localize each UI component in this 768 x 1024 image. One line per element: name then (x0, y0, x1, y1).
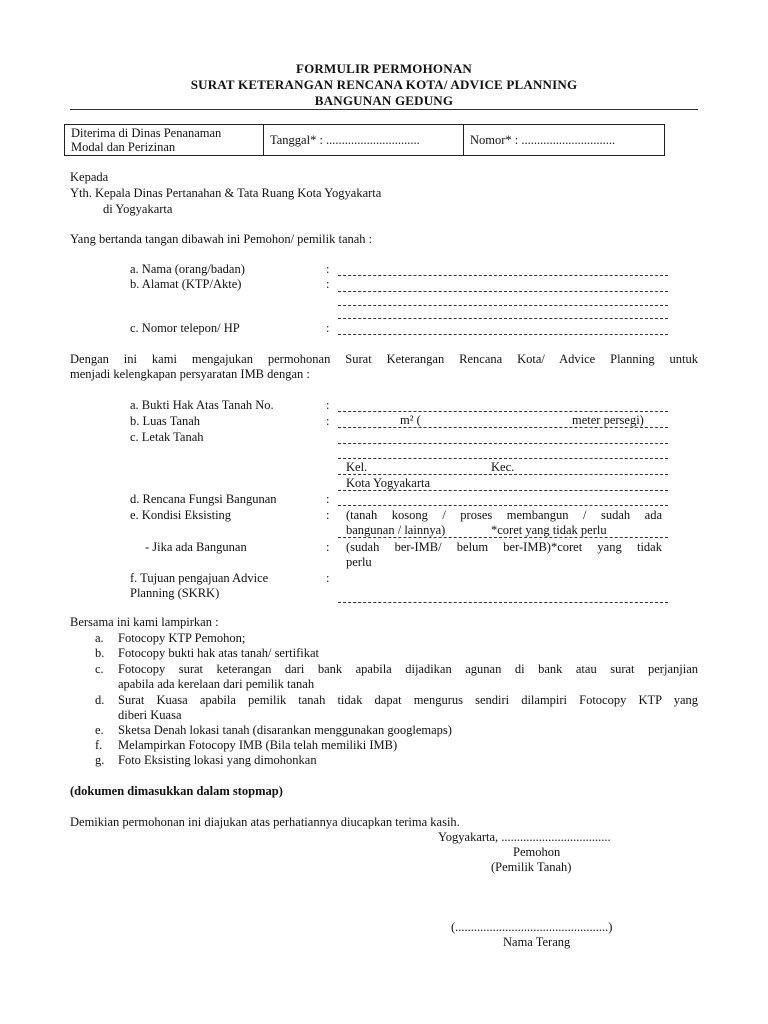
city-value: Kota Yogyakarta (346, 476, 431, 490)
kelurahan-label: Kel. (346, 460, 368, 474)
attachment-item: Fotocopy surat keterangan dari bank apabila dijadikan agunan di bank atau surat perjanjian (118, 662, 698, 676)
attachment-item: Surat Kuasa apabila pemilik tanah tidak dapat mengurus sendiri dilampiri Fotocopy KTP yang (118, 693, 698, 707)
phone-label: c. Nomor telepon/ HP (130, 321, 240, 335)
received-line-1: Diterima di Dinas Penanaman (71, 126, 222, 140)
attachment-letter: a. (95, 631, 104, 645)
signature-blank[interactable]: (.................................................) (451, 920, 613, 934)
condition-label: e. Kondisi Eksisting (130, 508, 232, 522)
signer-role: Pemohon (513, 845, 561, 859)
land-location-input-line[interactable] (338, 443, 668, 444)
condition-options-cont[interactable]: bangunan / lainnya) (346, 523, 446, 537)
attachment-letter: b. (95, 646, 105, 660)
attachment-item-cont: apabila ada kerelaan dari pemilik tanah (118, 677, 315, 691)
purpose-input-line[interactable] (338, 602, 668, 603)
area-unit-words: meter persegi) (572, 413, 644, 427)
address-location: di Yogyakarta (103, 202, 173, 216)
place-date[interactable]: Yogyakarta, ................................... (438, 830, 611, 844)
address-to: Kepada (70, 170, 109, 184)
number-field[interactable]: Nomor* : .............................. (464, 125, 665, 156)
function-label: d. Rencana Fungsi Bangunan (130, 492, 277, 506)
land-proof-input-line[interactable] (338, 411, 668, 412)
colon: : (326, 321, 330, 335)
colon: : (326, 398, 330, 412)
building-options[interactable]: (sudah ber-IMB/ belum ber-IMB)*coret yang tidak (346, 540, 662, 554)
attachment-item: Fotocopy bukti hak atas tanah/ sertifikat (118, 646, 319, 660)
colon: : (326, 540, 330, 554)
attachments-intro: Bersama ini kami lampirkan : (70, 615, 219, 629)
land-location-label: c. Letak Tanah (130, 430, 204, 444)
colon: : (326, 571, 330, 585)
header-divider (70, 109, 698, 110)
date-field[interactable]: Tanggal* : .............................. (264, 125, 464, 156)
request-line-1: Dengan ini kami mengajukan permohonan Surat Keterangan Rencana Kota/ Advice Planning untuk (70, 352, 698, 366)
attachment-item: Foto Eksisting lokasi yang dimohonkan (118, 753, 317, 767)
receipt-box (64, 124, 665, 156)
request-line-2: menjadi kelengkapan persyaratan IMB dengan : (70, 367, 310, 381)
kecamatan-label: Kec. (491, 460, 515, 474)
address-input-line[interactable] (338, 305, 668, 306)
area-unit: m² ( (400, 413, 421, 427)
purpose-label: f. Tujuan pengajuan Advice (130, 571, 269, 585)
colon: : (326, 414, 330, 428)
address-input-line[interactable] (338, 318, 668, 319)
received-at-cell (65, 125, 264, 156)
colon: : (326, 262, 330, 276)
attachment-item: Fotocopy KTP Pemohon; (118, 631, 246, 645)
address-recipient: Yth. Kepala Dinas Pertanahan & Tata Ruang Kota Yogyakarta (70, 186, 382, 200)
attachment-letter: f. (95, 738, 103, 752)
building-options-cont: perlu (346, 555, 372, 569)
purpose-label-cont: Planning (SKRK) (130, 586, 220, 600)
land-area-input-line[interactable] (338, 427, 668, 428)
condition-input-line (338, 537, 668, 538)
building-label: - Jika ada Bangunan (145, 540, 247, 554)
name-input-line[interactable] (338, 275, 668, 276)
function-input-line[interactable] (338, 505, 668, 506)
attachment-item-cont: diberi Kuasa (118, 708, 182, 722)
phone-input-line[interactable] (338, 334, 668, 335)
form-subtitle: SURAT KETERANGAN RENCANA KOTA/ ADVICE PLANNING (190, 77, 578, 92)
land-proof-label: a. Bukti Hak Atas Tanah No. (130, 398, 274, 412)
attachment-letter: d. (95, 693, 105, 707)
condition-note: *coret yang tidak perlu (491, 523, 607, 537)
address-input-line[interactable] (338, 291, 668, 292)
colon: : (326, 277, 330, 291)
name-label: a. Nama (orang/badan) (130, 262, 245, 276)
land-location-input-line[interactable] (338, 490, 668, 491)
intro-text: Yang bertanda tangan dibawah ini Pemohon/ pemilik tanah : (70, 232, 373, 246)
received-line-2: Modal dan Perizinan (71, 140, 176, 154)
form-title: FORMULIR PERMOHONAN (295, 61, 473, 76)
colon: : (326, 492, 330, 506)
attachment-item: Sketsa Denah lokasi tanah (disarankan menggunakan googlemaps) (118, 723, 452, 737)
land-location-input-line[interactable] (338, 474, 668, 475)
name-label-signature: Nama Terang (503, 935, 571, 949)
attachment-letter: c. (95, 662, 104, 676)
land-location-input-line[interactable] (338, 458, 668, 459)
attachment-letter: g. (95, 753, 105, 767)
attachment-item: Melampirkan Fotocopy IMB (Bila telah memiliki IMB) (118, 738, 398, 752)
colon: : (326, 508, 330, 522)
attachment-letter: e. (95, 723, 104, 737)
stopmap-note: (dokumen dimasukkan dalam stopmap) (70, 784, 283, 798)
condition-options[interactable]: (tanah kosong / proses membangun / sudah ada (346, 508, 662, 522)
signer-role-detail: (Pemilik Tanah) (491, 860, 572, 874)
closing-text: Demikian permohonan ini diajukan atas perhatiannya diucapkan terima kasih. (70, 815, 460, 829)
form-subtitle-2: BANGUNAN GEDUNG (314, 93, 454, 108)
address-label: b. Alamat (KTP/Akte) (130, 277, 242, 291)
land-area-label: b. Luas Tanah (130, 414, 201, 428)
